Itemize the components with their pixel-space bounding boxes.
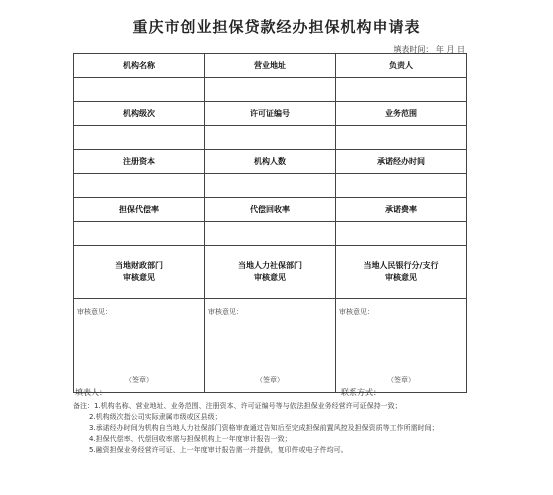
application-form-table bbox=[73, 53, 467, 393]
person-in-charge-header: 负责人 bbox=[336, 54, 467, 78]
finance-dept-review-cell[interactable] bbox=[74, 299, 205, 393]
org-name-cell[interactable] bbox=[74, 78, 205, 102]
business-scope-cell[interactable] bbox=[336, 126, 467, 150]
hr-social-security-review-cell[interactable] bbox=[205, 299, 336, 393]
compensation-recovery-rate-header: 代偿回收率 bbox=[205, 198, 336, 222]
committed-fee-rate-cell[interactable] bbox=[336, 222, 467, 246]
signature-seal-label: （签章） bbox=[256, 376, 284, 384]
form-title: 重庆市创业担保贷款经办担保机构申请表 bbox=[132, 18, 421, 36]
filler-label: 填表人： bbox=[75, 388, 107, 397]
note-line: 2.机构级次指公司实际隶属市级或区县级； bbox=[89, 413, 222, 421]
hr-social-security-dept-opinion-header: 当地人力社保部门 审核意见 bbox=[205, 246, 336, 299]
header-row-1 bbox=[74, 54, 467, 78]
org-name-header: 机构名称 bbox=[74, 54, 205, 78]
committed-handling-time-header: 承诺经办时间 bbox=[336, 150, 467, 174]
committed-handling-time-cell[interactable] bbox=[336, 174, 467, 198]
org-level-cell[interactable] bbox=[74, 126, 205, 150]
license-number-header: 许可证编号 bbox=[205, 102, 336, 126]
signature-seal-label: （签章） bbox=[125, 376, 153, 384]
business-scope-header: 业务范围 bbox=[336, 102, 467, 126]
department-header-row bbox=[74, 246, 467, 299]
staff-count-cell[interactable] bbox=[205, 174, 336, 198]
registered-capital-cell[interactable] bbox=[74, 174, 205, 198]
note-line: 3.承诺经办时间为机构自当地人力社保部门资格审查通过告知后至完成担保前置风控及担保资质等工作所需时间； bbox=[89, 424, 439, 432]
note-line: 5.融资担保业务经营许可证、上一年度审计报告需一并提供，复印件或电子件均可。 bbox=[89, 446, 348, 454]
business-address-cell[interactable] bbox=[205, 78, 336, 102]
input-row-3 bbox=[74, 174, 467, 198]
registered-capital-header: 注册资本 bbox=[74, 150, 205, 174]
compensation-recovery-rate-cell[interactable] bbox=[205, 222, 336, 246]
org-level-header: 机构级次 bbox=[74, 102, 205, 126]
notes-section bbox=[73, 401, 466, 456]
pboc-branch-opinion-header: 当地人民银行分/支行 审核意见 bbox=[336, 246, 467, 299]
contact-label: 联系方式： bbox=[341, 388, 381, 397]
note-line: 备注：1.机构名称、营业地址、业务范围、注册资本、许可证编号等与依法担保业务经营许可证保持一致； bbox=[73, 402, 402, 410]
header-row-2 bbox=[74, 102, 467, 126]
signature-seal-label: （签章） bbox=[387, 376, 415, 384]
review-opinion-label: 审核意见： bbox=[77, 308, 112, 316]
guarantee-compensation-rate-cell[interactable] bbox=[74, 222, 205, 246]
review-opinion-label: 审核意见： bbox=[208, 308, 243, 316]
guarantee-compensation-rate-header: 担保代偿率 bbox=[74, 198, 205, 222]
review-opinion-row bbox=[74, 299, 467, 393]
business-address-header: 营业地址 bbox=[205, 54, 336, 78]
input-row-1 bbox=[74, 78, 467, 102]
review-opinion-label: 审核意见： bbox=[339, 308, 374, 316]
note-line: 4.担保代偿率、代偿回收率需与担保机构上一年度审计报告一致； bbox=[89, 435, 292, 443]
input-row-2 bbox=[74, 126, 467, 150]
header-row-4 bbox=[74, 198, 467, 222]
header-row-3 bbox=[74, 150, 467, 174]
person-in-charge-cell[interactable] bbox=[336, 78, 467, 102]
finance-dept-opinion-header: 当地财政部门 审核意见 bbox=[74, 246, 205, 299]
fill-date-label: 填表时间： 年 月 日 bbox=[393, 45, 465, 54]
input-row-4 bbox=[74, 222, 467, 246]
license-number-cell[interactable] bbox=[205, 126, 336, 150]
committed-fee-rate-header: 承诺费率 bbox=[336, 198, 467, 222]
pboc-branch-review-cell[interactable] bbox=[336, 299, 467, 393]
staff-count-header: 机构人数 bbox=[205, 150, 336, 174]
